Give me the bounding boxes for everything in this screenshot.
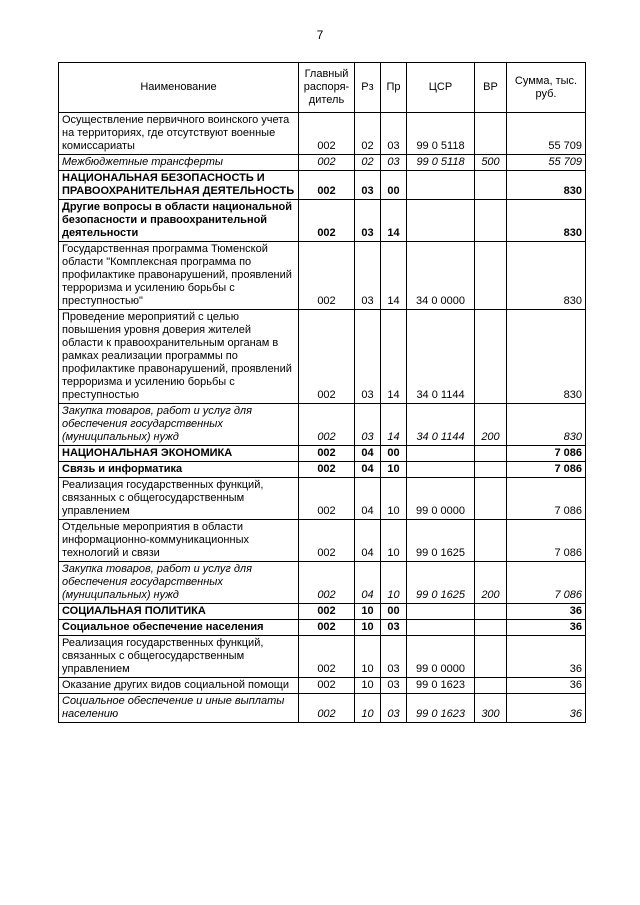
table-row xyxy=(59,620,586,636)
row-csr xyxy=(407,462,475,478)
row-name: Социальное обеспечение и иные выплаты населению xyxy=(59,694,299,723)
row-pr: 03 xyxy=(381,620,407,636)
row-rz: 03 xyxy=(355,242,381,310)
row-sum: 7 086 xyxy=(507,462,586,478)
row-vr xyxy=(475,462,507,478)
row-pr: 14 xyxy=(381,310,407,404)
row-name: Реализация государственных функций, связанных с общегосударственным управлением xyxy=(59,478,299,520)
row-csr xyxy=(407,171,475,200)
header-admin: Главный распоря-дитель xyxy=(299,63,355,113)
row-vr xyxy=(475,310,507,404)
row-name: Оказание других видов социальной помощи xyxy=(59,678,299,694)
row-pr: 10 xyxy=(381,520,407,562)
row-sum: 830 xyxy=(507,404,586,446)
row-pr: 14 xyxy=(381,404,407,446)
row-admin: 002 xyxy=(299,462,355,478)
row-name: Государственная программа Тюменской области "Комплексная программа по профилактике правонарушений, проявлений терроризма и усилению борьбы с преступностью" xyxy=(59,242,299,310)
row-sum: 7 086 xyxy=(507,520,586,562)
table-row xyxy=(59,404,586,446)
table-row xyxy=(59,462,586,478)
row-pr: 10 xyxy=(381,462,407,478)
table-row xyxy=(59,310,586,404)
row-rz: 04 xyxy=(355,562,381,604)
row-admin: 002 xyxy=(299,694,355,723)
row-sum: 36 xyxy=(507,636,586,678)
row-name: Реализация государственных функций, связанных с общегосударственным управлением xyxy=(59,636,299,678)
header-sum: Сумма, тыс. руб. xyxy=(507,63,586,113)
row-pr: 03 xyxy=(381,113,407,155)
row-csr: 99 0 5118 xyxy=(407,113,475,155)
row-name: НАЦИОНАЛЬНАЯ БЕЗОПАСНОСТЬ И ПРАВООХРАНИТЕЛЬНАЯ ДЕЯТЕЛЬНОСТЬ xyxy=(59,171,299,200)
row-csr: 34 0 1144 xyxy=(407,310,475,404)
row-pr: 14 xyxy=(381,200,407,242)
row-vr xyxy=(475,636,507,678)
row-name: НАЦИОНАЛЬНАЯ ЭКОНОМИКА xyxy=(59,446,299,462)
row-rz: 04 xyxy=(355,446,381,462)
row-admin: 002 xyxy=(299,620,355,636)
table-row xyxy=(59,155,586,171)
row-rz: 03 xyxy=(355,310,381,404)
row-sum: 830 xyxy=(507,171,586,200)
row-csr: 99 0 0000 xyxy=(407,636,475,678)
row-admin: 002 xyxy=(299,404,355,446)
row-sum: 7 086 xyxy=(507,446,586,462)
row-vr xyxy=(475,242,507,310)
table-row xyxy=(59,678,586,694)
row-vr xyxy=(475,113,507,155)
row-name: Другие вопросы в области национальной безопасности и правоохранительной деятельности xyxy=(59,200,299,242)
row-csr xyxy=(407,620,475,636)
row-admin: 002 xyxy=(299,562,355,604)
row-csr: 99 0 0000 xyxy=(407,478,475,520)
row-vr xyxy=(475,520,507,562)
row-rz: 02 xyxy=(355,155,381,171)
row-vr: 300 xyxy=(475,694,507,723)
row-name: Отдельные мероприятия в области информационно-коммуникационных технологий и связи xyxy=(59,520,299,562)
row-name: СОЦИАЛЬНАЯ ПОЛИТИКА xyxy=(59,604,299,620)
row-pr: 14 xyxy=(381,242,407,310)
table-row xyxy=(59,604,586,620)
row-rz: 02 xyxy=(355,113,381,155)
row-pr: 03 xyxy=(381,636,407,678)
table-body xyxy=(59,113,586,723)
row-sum: 830 xyxy=(507,200,586,242)
row-pr: 00 xyxy=(381,446,407,462)
row-csr: 34 0 1144 xyxy=(407,404,475,446)
row-rz: 04 xyxy=(355,462,381,478)
row-vr xyxy=(475,478,507,520)
row-sum: 36 xyxy=(507,620,586,636)
page-number: 7 xyxy=(316,28,324,42)
row-vr xyxy=(475,446,507,462)
row-csr: 99 0 1625 xyxy=(407,520,475,562)
row-vr: 200 xyxy=(475,562,507,604)
row-sum: 7 086 xyxy=(507,562,586,604)
table-row xyxy=(59,478,586,520)
row-admin: 002 xyxy=(299,310,355,404)
row-pr: 03 xyxy=(381,694,407,723)
row-admin: 002 xyxy=(299,478,355,520)
table-row xyxy=(59,113,586,155)
row-sum: 7 086 xyxy=(507,478,586,520)
table-row xyxy=(59,694,586,723)
row-admin: 002 xyxy=(299,171,355,200)
row-rz: 10 xyxy=(355,604,381,620)
row-sum: 36 xyxy=(507,604,586,620)
row-rz: 03 xyxy=(355,404,381,446)
header-vr: ВР xyxy=(475,63,507,113)
row-name: Закупка товаров, работ и услуг для обеспечения государственных (муниципальных) нужд xyxy=(59,562,299,604)
row-rz: 10 xyxy=(355,620,381,636)
row-sum: 55 709 xyxy=(507,113,586,155)
row-sum: 830 xyxy=(507,242,586,310)
row-csr: 34 0 0000 xyxy=(407,242,475,310)
row-admin: 002 xyxy=(299,113,355,155)
row-rz: 03 xyxy=(355,200,381,242)
row-rz: 10 xyxy=(355,678,381,694)
row-name: Проведение мероприятий с целью повышения уровня доверия жителей области к правоохранительным органам в рамках реализации программы по профилактике правонарушений, проявлений терроризма и усилению борьбы с преступностью xyxy=(59,310,299,404)
row-rz: 04 xyxy=(355,478,381,520)
row-csr xyxy=(407,446,475,462)
table-header-row xyxy=(59,63,586,113)
row-csr: 99 0 1623 xyxy=(407,694,475,723)
row-csr xyxy=(407,200,475,242)
table-row xyxy=(59,636,586,678)
row-sum: 830 xyxy=(507,310,586,404)
row-pr: 03 xyxy=(381,155,407,171)
row-csr xyxy=(407,604,475,620)
budget-table xyxy=(58,62,586,723)
row-admin: 002 xyxy=(299,636,355,678)
row-vr: 500 xyxy=(475,155,507,171)
row-rz: 10 xyxy=(355,636,381,678)
table-row xyxy=(59,562,586,604)
table-row xyxy=(59,242,586,310)
header-rz: Рз xyxy=(355,63,381,113)
table-row xyxy=(59,446,586,462)
row-csr: 99 0 5118 xyxy=(407,155,475,171)
row-pr: 00 xyxy=(381,604,407,620)
row-pr: 10 xyxy=(381,562,407,604)
row-name: Осуществление первичного воинского учета на территориях, где отсутствуют военные комиссариаты xyxy=(59,113,299,155)
row-vr xyxy=(475,620,507,636)
row-admin: 002 xyxy=(299,520,355,562)
row-pr: 10 xyxy=(381,478,407,520)
header-csr: ЦСР xyxy=(407,63,475,113)
row-rz: 04 xyxy=(355,520,381,562)
row-admin: 002 xyxy=(299,242,355,310)
row-name: Связь и информатика xyxy=(59,462,299,478)
row-name: Межбюджетные трансферты xyxy=(59,155,299,171)
row-vr xyxy=(475,678,507,694)
row-vr: 200 xyxy=(475,404,507,446)
row-vr xyxy=(475,171,507,200)
row-csr: 99 0 1625 xyxy=(407,562,475,604)
row-admin: 002 xyxy=(299,604,355,620)
row-rz: 03 xyxy=(355,171,381,200)
row-rz: 10 xyxy=(355,694,381,723)
row-sum: 55 709 xyxy=(507,155,586,171)
row-csr: 99 0 1623 xyxy=(407,678,475,694)
row-vr xyxy=(475,200,507,242)
row-admin: 002 xyxy=(299,678,355,694)
header-name: Наименование xyxy=(59,63,299,113)
row-admin: 002 xyxy=(299,200,355,242)
row-name: Социальное обеспечение населения xyxy=(59,620,299,636)
row-admin: 002 xyxy=(299,155,355,171)
table-row xyxy=(59,171,586,200)
row-sum: 36 xyxy=(507,694,586,723)
table-row xyxy=(59,520,586,562)
row-admin: 002 xyxy=(299,446,355,462)
row-sum: 36 xyxy=(507,678,586,694)
row-pr: 00 xyxy=(381,171,407,200)
header-pr: Пр xyxy=(381,63,407,113)
row-pr: 03 xyxy=(381,678,407,694)
row-vr xyxy=(475,604,507,620)
table-row xyxy=(59,200,586,242)
row-name: Закупка товаров, работ и услуг для обеспечения государственных (муниципальных) нужд xyxy=(59,404,299,446)
